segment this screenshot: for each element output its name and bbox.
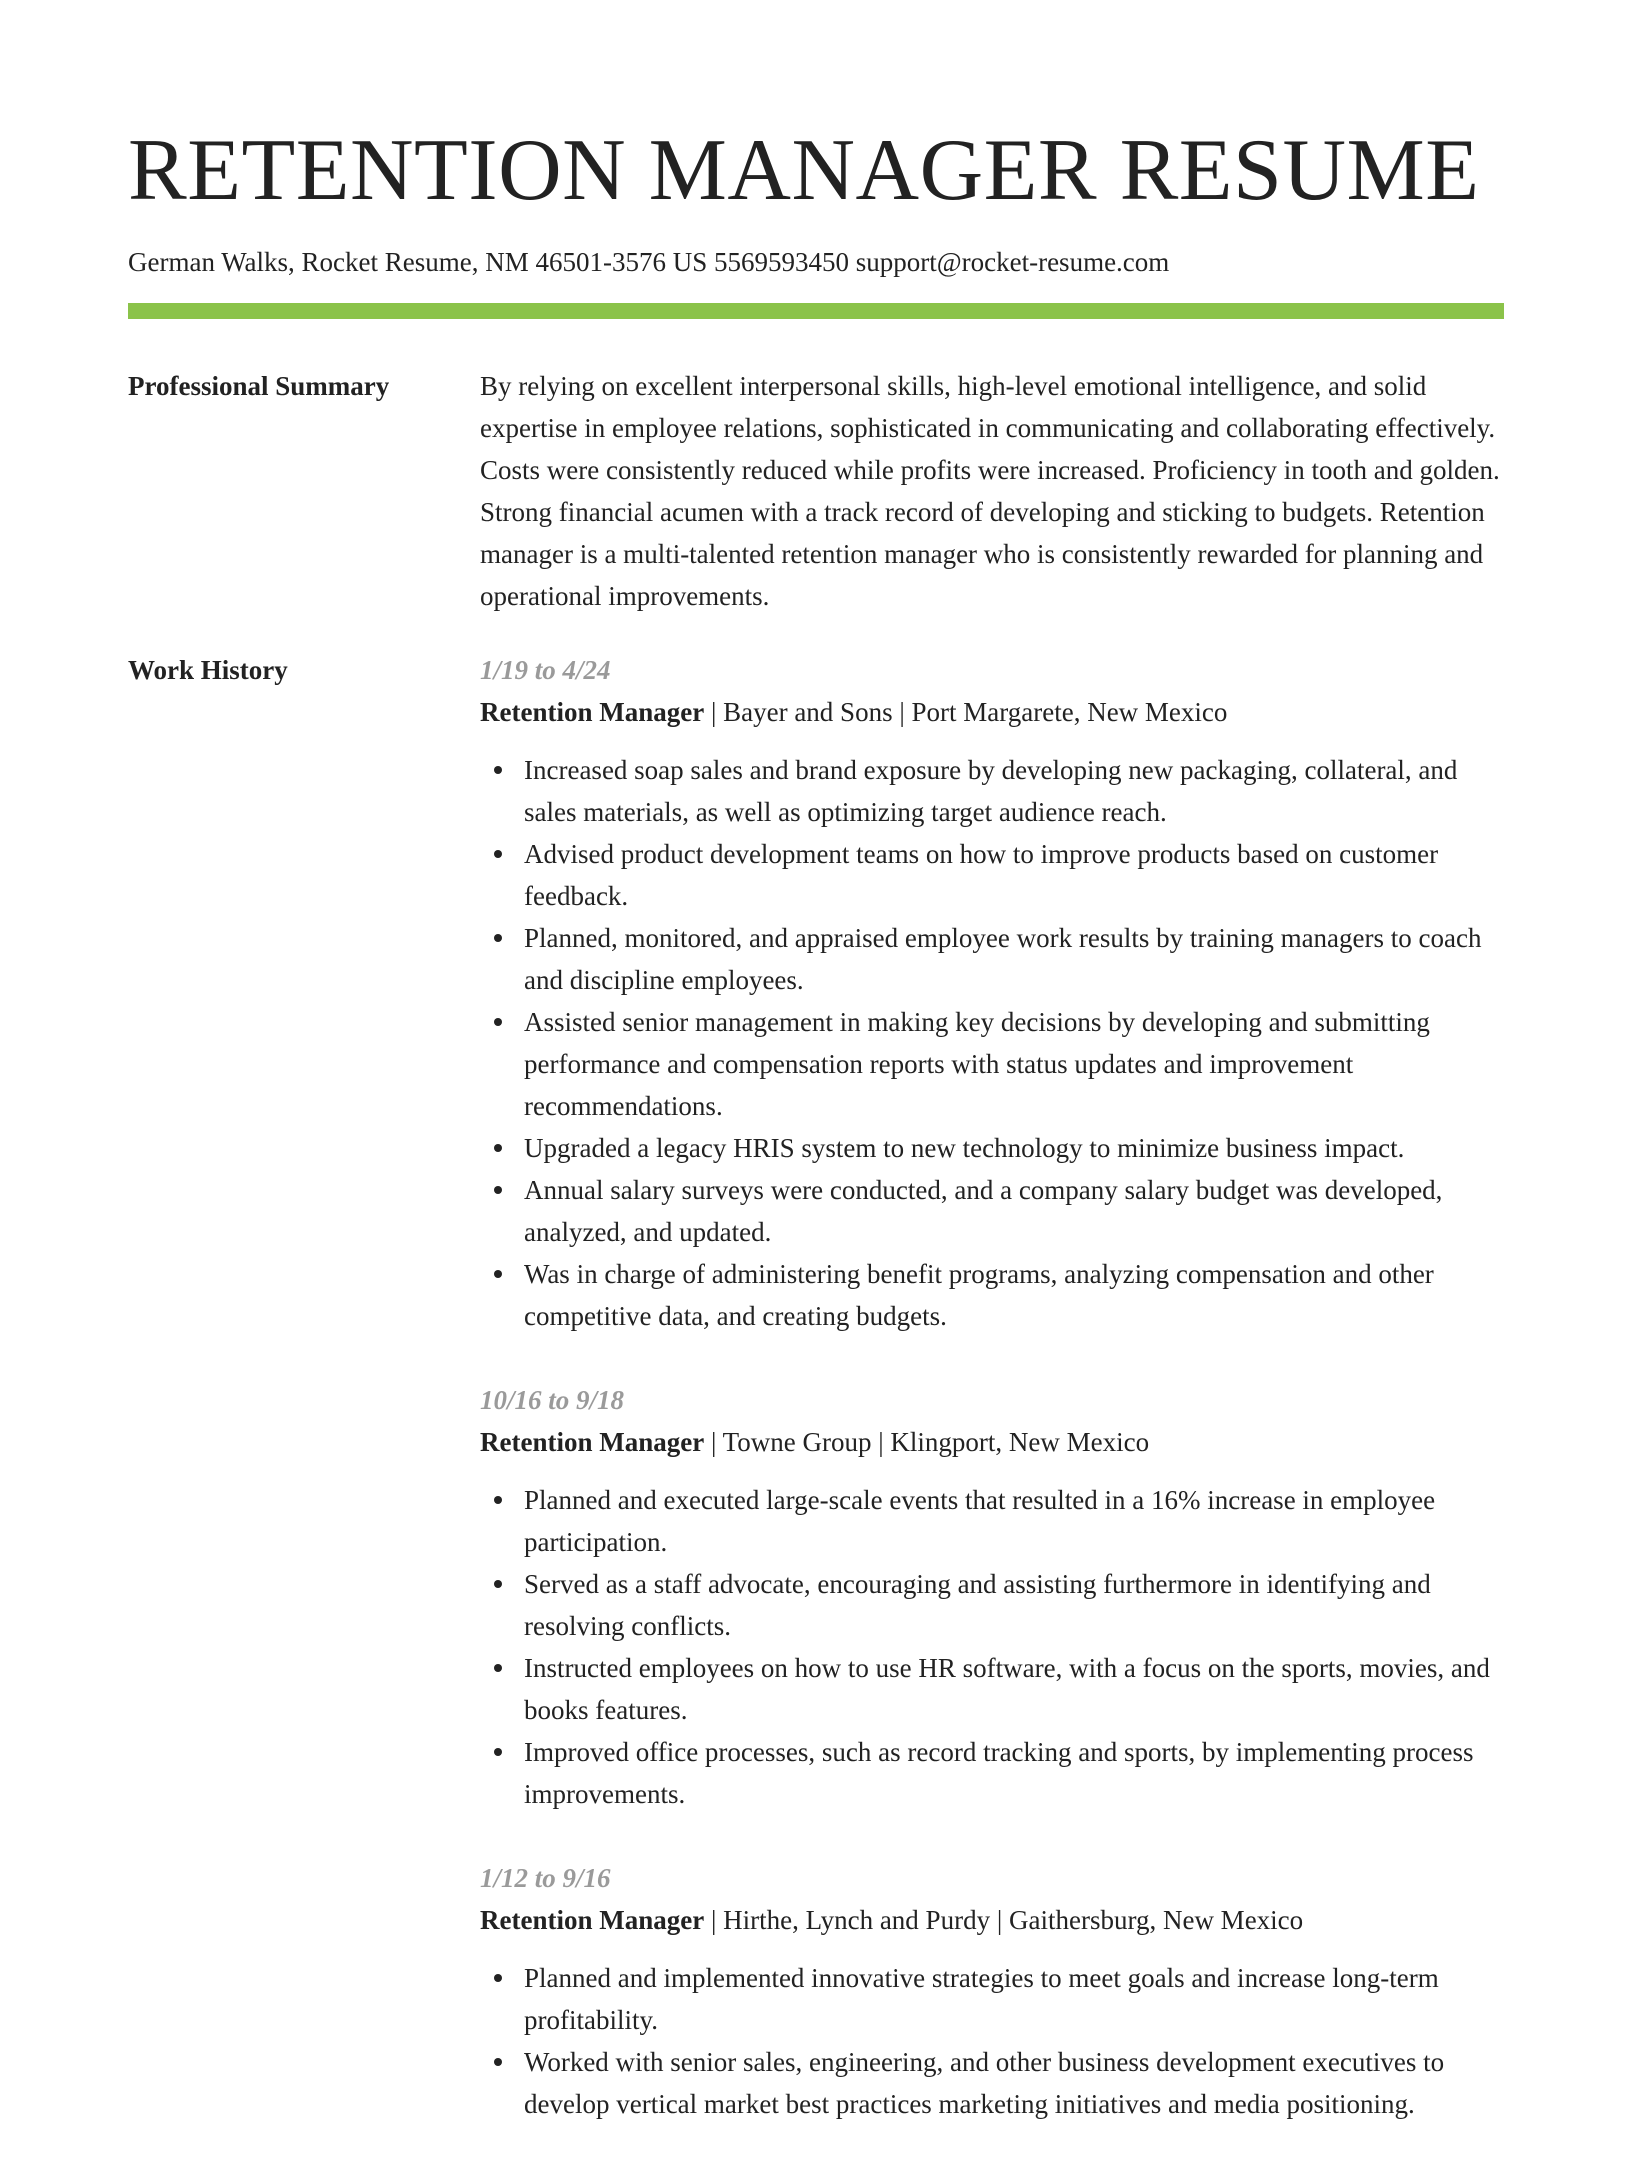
job-bullet-text: Planned and implemented innovative strategies to meet goals and increase long-term profitability. [524,1963,1439,2035]
job-title: Retention Manager [480,697,705,727]
job-bullet [524,1647,1504,1731]
job-bullet [524,2041,1504,2125]
contact-address: German Walks, Rocket Resume, NM 46501-3576 US [128,247,708,277]
job-bullet-text: Annual salary surveys were conducted, and a company salary budget was developed, analyzed, and updated. [524,1175,1443,1247]
job-company: Hirthe, Lynch and Purdy [723,1905,991,1935]
job-bullet-text: Assisted senior management in making key decisions by developing and submitting performance and compensation reports with status updates and improvement recommendations. [524,1007,1430,1121]
job-entry [480,649,1504,1337]
job-dates: 1/12 to 9/16 [480,1863,611,1893]
job-bullet [524,1563,1504,1647]
bullet-icon [494,1144,502,1152]
job-company: Towne Group [722,1427,872,1457]
bullet-icon [494,2058,502,2066]
bullet-icon [494,1270,502,1278]
job-bullet-text: Planned and executed large-scale events that resulted in a 16% increase in employee participation. [524,1485,1436,1557]
job-bullet-list [480,1479,1504,1815]
job-location: Port Margarete, New Mexico [911,697,1228,727]
job-heading: Retention Manager | Towne Group | Klingport, New Mexico [480,1427,1150,1457]
job-bullet [524,1253,1504,1337]
job-bullet-text: Worked with senior sales, engineering, and other business development executives to develop vertical market best practices marketing initiatives and media positioning. [524,2047,1445,2119]
bullet-icon [494,1018,502,1026]
job-title: Retention Manager [480,1905,705,1935]
bullet-icon [494,1664,502,1672]
bullet-icon [494,1186,502,1194]
work-history-section [128,649,1504,2167]
bullet-icon [494,1748,502,1756]
contact-email: support@rocket-resume.com [855,247,1170,277]
job-entry [480,1857,1504,2125]
job-bullet-text: Increased soap sales and brand exposure by developing new packaging, collateral, and sales materials, as well as optimizing target audience reach. [524,755,1458,827]
job-bullet [524,917,1504,1001]
bullet-icon [494,934,502,942]
job-bullet-list [480,1957,1504,2125]
job-bullet-text: Improved office processes, such as record tracking and sports, by implementing process improvements. [524,1737,1474,1809]
contact-line [128,245,1504,279]
job-dates: 1/19 to 4/24 [480,655,611,685]
job-bullet [524,1731,1504,1815]
bullet-icon [494,850,502,858]
summary-body [480,365,1504,617]
job-bullet-text: Served as a staff advocate, encouraging and assisting furthermore in identifying and resolving conflicts. [524,1569,1431,1641]
job-bullet [524,833,1504,917]
professional-summary-section [128,365,1504,617]
job-location: Klingport, New Mexico [890,1427,1150,1457]
job-bullet [524,1169,1504,1253]
job-bullet-text: Was in charge of administering benefit programs, analyzing compensation and other competitive data, and creating budgets. [524,1259,1434,1331]
job-bullet [524,1479,1504,1563]
job-company: Bayer and Sons [723,697,893,727]
job-location: Gaithersburg, New Mexico [1008,1905,1304,1935]
job-title: Retention Manager [480,1427,705,1457]
bullet-icon [494,1974,502,1982]
resume-page [128,0,1504,2167]
section-label-summary: Professional Summary [128,371,390,401]
job-bullet-list [480,749,1504,1337]
bullet-icon [494,1496,502,1504]
job-bullet-text: Upgraded a legacy HRIS system to new technology to minimize business impact. [524,1133,1405,1163]
job-bullet-text: Advised product development teams on how to improve products based on customer feedback. [524,839,1439,911]
job-heading: Retention Manager | Bayer and Sons | Port Margarete, New Mexico [480,697,1228,727]
job-dates: 10/16 to 9/18 [480,1385,625,1415]
section-label-work-history: Work History [128,655,288,685]
work-history-body [480,649,1504,2167]
job-bullet [524,1127,1504,1169]
bullet-icon [494,1580,502,1588]
job-bullet [524,1957,1504,2041]
summary-text: By relying on excellent interpersonal skills, high-level emotional intelligence, and solid expertise in employee relations, sophisticated in communicating and collaborating effectively. Costs were consistently reduced while profits were increased. Proficiency in tooth and golden. Strong financial acumen with a track record of developing and sticking to budgets. Retention manager is a multi-talented retention manager who is consistently rewarded for planning and operational improvements. [480,371,1500,611]
job-bullet [524,749,1504,833]
job-entry [480,1379,1504,1815]
contact-phone: 5569593450 [714,247,850,277]
job-heading: Retention Manager | Hirthe, Lynch and Purdy | Gaithersburg, New Mexico [480,1905,1304,1935]
bullet-icon [494,766,502,774]
job-bullet-text: Instructed employees on how to use HR software, with a focus on the sports, movies, and books features. [524,1653,1490,1725]
job-bullet-text: Planned, monitored, and appraised employee work results by training managers to coach and discipline employees. [524,923,1482,995]
job-bullet [524,1001,1504,1127]
page-title: RETENTION MANAGER RESUME [128,122,1480,219]
header-divider [128,303,1504,319]
